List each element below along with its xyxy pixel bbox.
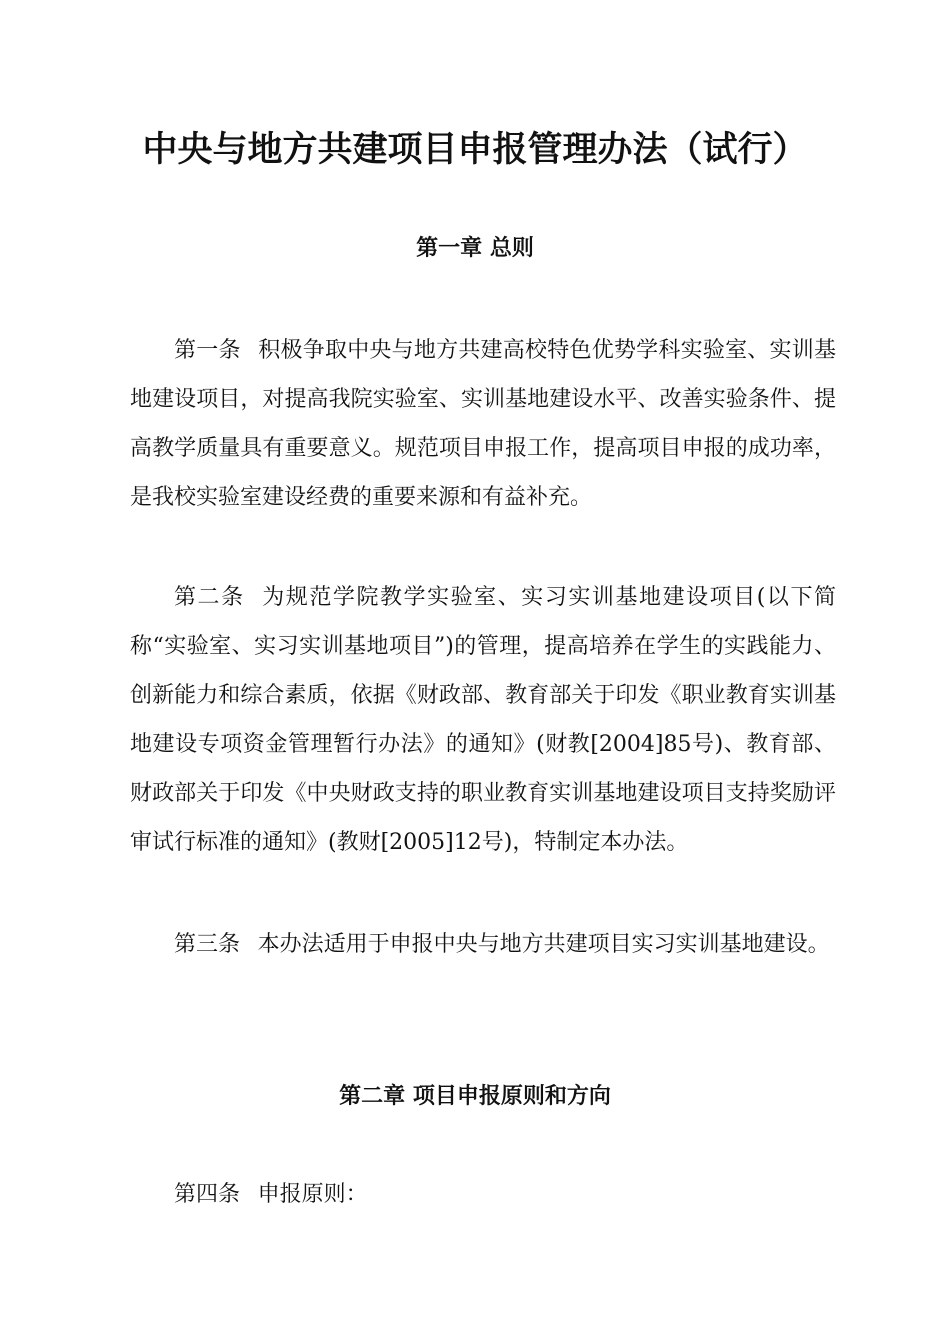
article-2-text: 为规范学院教学实验室、实习实训基地建设项目(以下简称“实验室、实习实训基地项目”)的管理，提高培养在学生的实践能力、创新能力和综合素质，依据《财政部、教育部关于印发《职业教育实训基地建设专项资金管理暂行办法》的通知》(财教[2004]85号)、教育部、财政部关于印发《中央财政支持的职业教育实训基地建设项目支持奖励评审试行标准的通知》(教财[2005]12号)，特制定本办法。 [130,585,836,855]
article-4 [130,1170,836,1219]
article-1-label: 第一条 [174,338,241,363]
chapter-1-heading: 第一章 总则 [416,235,534,261]
document-title: 中央与地方共建项目申报管理办法（试行） [142,129,808,170]
article-3 [130,920,836,969]
article-3-text: 本办法适用于申报中央与地方共建项目实习实训基地建设。 [257,932,830,957]
article-4-text: 申报原则： [257,1182,368,1207]
article-1-text: 积极争取中央与地方共建高校特色优势学科实验室、实训基地建设项目，对提高我院实验室、实训基地建设水平、改善实验条件、提高教学质量具有重要意义。规范项目申报工作，提高项目申报的成功率，是我校实验室建设经费的重要来源和有益补充。 [130,338,836,510]
article-4-label: 第四条 [174,1182,241,1207]
article-2 [130,573,836,867]
article-3-label: 第三条 [174,932,241,957]
chapter-2-heading: 第二章 项目申报原则和方向 [339,1083,611,1109]
article-2-label: 第二条 [174,585,245,610]
article-1 [130,326,836,522]
